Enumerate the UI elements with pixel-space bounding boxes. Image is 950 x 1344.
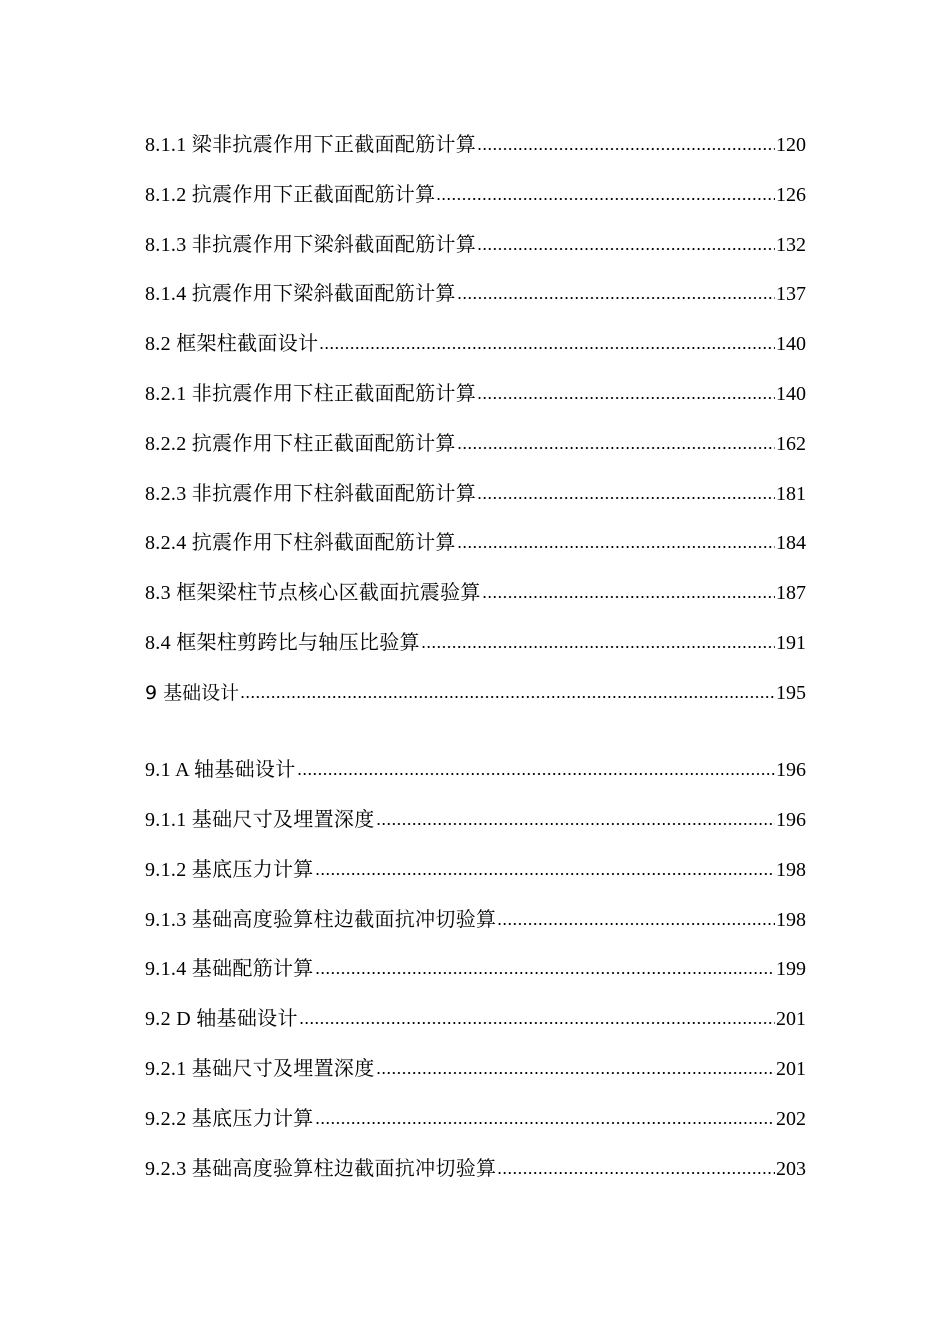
toc-page-number: 162 [776, 432, 806, 455]
toc-page-number: 191 [776, 631, 806, 654]
toc-chapter-entry[interactable] [145, 653, 806, 703]
toc-dot-leader [436, 196, 775, 202]
toc-dot-leader [482, 594, 775, 600]
toc-page-number: 196 [776, 759, 806, 782]
toc-dot-leader [315, 871, 775, 877]
toc-page-number: 195 [776, 681, 806, 704]
toc-page-number: 140 [776, 333, 806, 356]
toc-page-number: 196 [776, 809, 806, 832]
toc-entry[interactable] [145, 979, 806, 1029]
toc-dot-leader [376, 821, 776, 827]
toc-entry[interactable] [145, 603, 806, 653]
toc-entry-label: 8.2 框架柱截面设计 [145, 333, 319, 356]
toc-page-number: 140 [776, 382, 806, 405]
toc-entry-label: 9.1.3 基础高度验算柱边截面抗冲切验算 [145, 908, 497, 931]
toc-entry-label: 9.2.2 基底压力计算 [145, 1107, 314, 1130]
toc-entry[interactable] [145, 1029, 806, 1079]
toc-page-number: 199 [776, 958, 806, 981]
toc-entry-label: 9.1.1 基础尺寸及埋置深度 [145, 809, 375, 832]
toc-entry[interactable] [145, 404, 806, 454]
toc-entry[interactable] [145, 930, 806, 980]
toc-entry[interactable] [145, 880, 806, 930]
toc-page-number: 201 [776, 1008, 806, 1031]
toc-entry[interactable] [145, 155, 806, 205]
toc-dot-leader [315, 970, 775, 976]
toc-entry-label: 9 基础设计 [145, 681, 240, 704]
toc-dot-leader [457, 295, 775, 301]
toc-entry-label: 8.4 框架柱剪跨比与轴压比验算 [145, 631, 420, 654]
toc-entry-label: 9.2.1 基础尺寸及埋置深度 [145, 1058, 375, 1081]
toc-entry[interactable] [145, 504, 806, 554]
toc-entry-label: 8.2.2 抗震作用下柱正截面配筋计算 [145, 432, 456, 455]
toc-dot-leader [477, 246, 775, 252]
toc-entry-label: 8.2.3 非抗震作用下柱斜截面配筋计算 [145, 482, 476, 505]
table-of-contents [145, 127, 806, 1179]
toc-dot-leader [376, 1070, 776, 1076]
toc-entry[interactable] [145, 553, 806, 603]
toc-entry-label: 9.2 D 轴基础设计 [145, 1008, 298, 1031]
toc-dot-leader [315, 1120, 775, 1126]
toc-entry-label: 8.1.1 梁非抗震作用下正截面配筋计算 [145, 134, 476, 156]
toc-dot-leader [477, 495, 775, 501]
toc-entry[interactable] [145, 304, 806, 354]
toc-page-number: 137 [776, 283, 806, 306]
toc-page-number: 201 [776, 1058, 806, 1081]
toc-entry[interactable] [145, 830, 806, 880]
toc-dot-leader [457, 544, 775, 550]
toc-dot-leader [497, 921, 775, 927]
toc-entry[interactable] [145, 354, 806, 404]
toc-dot-leader [299, 1020, 775, 1026]
toc-dot-leader [297, 771, 775, 777]
toc-dot-leader [497, 1170, 775, 1176]
toc-page-number: 181 [776, 482, 806, 505]
toc-page-number: 126 [776, 183, 806, 206]
toc-page-number: 198 [776, 858, 806, 881]
toc-entry[interactable] [145, 1129, 806, 1179]
toc-page-number: 202 [776, 1107, 806, 1130]
toc-entry[interactable] [145, 1079, 806, 1129]
toc-dot-leader [457, 445, 775, 451]
toc-page-number: 132 [776, 233, 806, 256]
toc-page-number: 203 [776, 1157, 806, 1180]
toc-entry-label: 8.2.1 非抗震作用下柱正截面配筋计算 [145, 382, 476, 405]
toc-dot-leader [319, 345, 775, 351]
toc-dot-leader [477, 395, 775, 401]
toc-dot-leader [477, 146, 775, 152]
toc-entry-label: 8.1.3 非抗震作用下梁斜截面配筋计算 [145, 233, 476, 256]
toc-entry[interactable] [145, 127, 806, 155]
toc-entry-label: 9.1 A 轴基础设计 [145, 759, 296, 782]
toc-entry-label: 8.3 框架梁柱节点核心区截面抗震验算 [145, 582, 481, 605]
toc-entry-label: 9.1.4 基础配筋计算 [145, 958, 314, 981]
toc-entry[interactable] [145, 703, 806, 781]
toc-page-number: 184 [776, 532, 806, 555]
toc-entry-label: 9.2.3 基础高度验算柱边截面抗冲切验算 [145, 1157, 497, 1180]
toc-page-number: 120 [776, 134, 806, 156]
toc-entry[interactable] [145, 780, 806, 830]
toc-dot-leader [240, 694, 775, 700]
toc-entry[interactable] [145, 454, 806, 504]
toc-page-number: 198 [776, 908, 806, 931]
toc-entry[interactable] [145, 205, 806, 255]
toc-entry-label: 9.1.2 基底压力计算 [145, 858, 314, 881]
toc-dot-leader [421, 644, 775, 650]
toc-entry-label: 8.1.4 抗震作用下梁斜截面配筋计算 [145, 283, 456, 306]
toc-entry[interactable] [145, 255, 806, 305]
toc-entry-label: 8.1.2 抗震作用下正截面配筋计算 [145, 183, 436, 206]
toc-entry-label: 8.2.4 抗震作用下柱斜截面配筋计算 [145, 532, 456, 555]
toc-page-number: 187 [776, 582, 806, 605]
